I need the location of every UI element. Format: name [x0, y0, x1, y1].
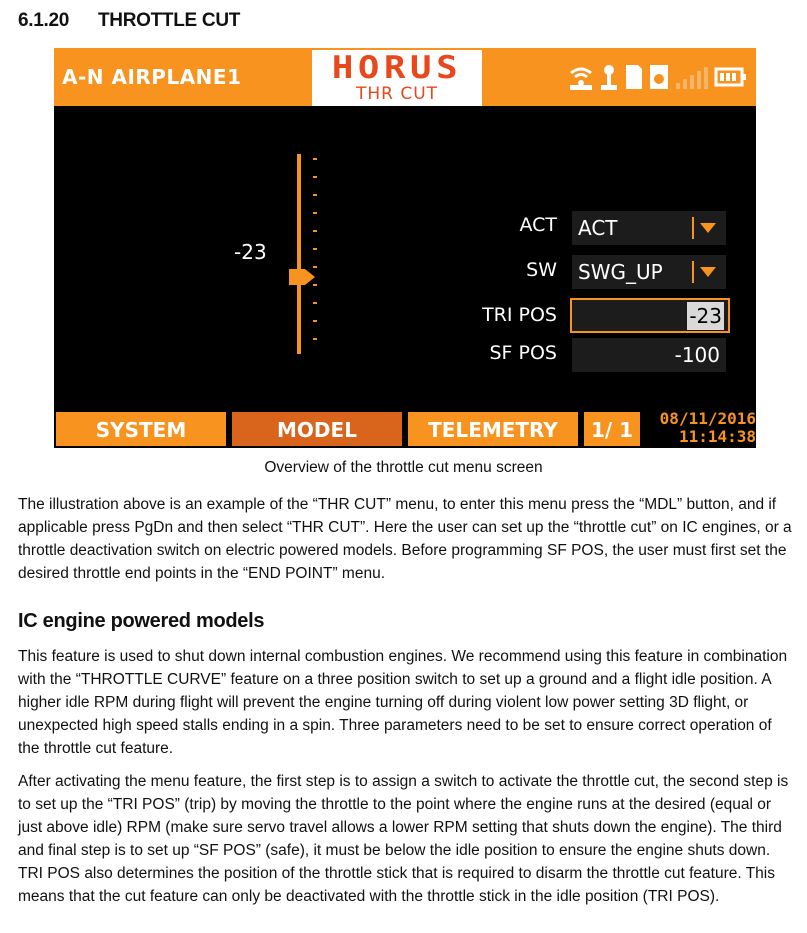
- logo-box: [312, 50, 482, 106]
- tripos-label: TRI POS: [482, 304, 557, 326]
- slider-tick: [313, 194, 317, 196]
- dropdown-arrow-icon: [692, 261, 718, 283]
- sfpos-field[interactable]: [572, 338, 726, 372]
- battery-icon: [714, 63, 748, 91]
- model-name: A-N AIRPLANE1: [62, 65, 242, 89]
- tab-model[interactable]: MODEL: [232, 412, 402, 446]
- tripos-value: -23: [689, 304, 722, 328]
- sw-dropdown[interactable]: [572, 255, 726, 289]
- signal-bars-icon: [674, 63, 710, 91]
- slider-track: [297, 154, 301, 354]
- radio-screen: [54, 48, 756, 448]
- slider-tick: [313, 212, 317, 214]
- tab-telemetry[interactable]: TELEMETRY: [408, 412, 578, 446]
- sfpos-value: -100: [674, 343, 720, 367]
- storage-icon: [648, 63, 670, 91]
- slider-tick: [313, 338, 317, 340]
- antenna-icon: [598, 63, 620, 91]
- ic-heading: IC engine powered models: [18, 610, 265, 632]
- act-label: ACT: [519, 214, 557, 236]
- tripos-field[interactable]: [570, 298, 730, 333]
- throttle-slider[interactable]: [297, 154, 317, 354]
- slider-tick: [313, 158, 317, 160]
- slider-handle[interactable]: [289, 269, 315, 285]
- ic-paragraph-2: After activating the menu feature, the first step is to assign a switch to activate the throttle cut, the second step is to set up the “TRI POS” (trip) by moving the throttle to the point where the engine runs at the desired (equal or just above idle) RPM (make sure servo travel allows a lower RPM setting that shuts down the engine). The third and final step is to set up “SF POS” (safe), it must be below the idle position to ensure the engine shuts down. TRI POS also determines the position of the throttle stick that is required to disarm the throttle cut feature. This means that the cut feature can only be deactivated with the throttle stick in the idle position (TRI POS).: [18, 773, 789, 905]
- bottom-bar: [54, 409, 756, 448]
- tab-system[interactable]: SYSTEM: [56, 412, 226, 446]
- sw-label: SW: [526, 259, 557, 281]
- wifi-icon: [568, 63, 594, 91]
- time: 11:14:38: [678, 427, 756, 446]
- slider-tick: [313, 248, 317, 250]
- figure-caption: Overview of the throttle cut menu screen: [264, 459, 543, 476]
- slider-tick: [313, 266, 317, 268]
- top-bar: [54, 48, 756, 106]
- menu-title: THR CUT: [355, 84, 439, 104]
- slider-tick: [313, 302, 317, 304]
- horus-logo: HORUS: [331, 50, 463, 86]
- datetime: [650, 410, 756, 446]
- act-value: ACT: [578, 216, 618, 240]
- section-title: THROTTLE CUT: [98, 10, 241, 31]
- section-number: 6.1.20: [18, 10, 70, 31]
- ic-paragraph-1: This feature is used to shut down internal combustion engines. We recommend using this feature in combination with the “THROTTLE CURVE” feature on a three position switch to set up a ground and a flight idle position. A higher idle RPM during flight will prevent the engine turning off during violent low power setting 3D flight, or unexpected high speed stalls ending in a spin. Three parameters need to be set to ensure correct operation of the throttle cut feature.: [18, 648, 788, 757]
- sw-value: SWG_UP: [578, 260, 663, 284]
- section-heading: [18, 10, 240, 32]
- page-indicator[interactable]: 1/ 1: [584, 412, 640, 446]
- date: 08/11/2016: [659, 409, 756, 428]
- slider-tick: [313, 176, 317, 178]
- sd-card-icon: [624, 63, 644, 91]
- slider-value: -23: [234, 240, 267, 264]
- intro-paragraph: The illustration above is an example of the “THR CUT” menu, to enter this menu press the “MDL” button, and if applicable press PgDn and then select “THR CUT”. Here the user can set up the “throttle cut” on IC engines, or a throttle deactivation switch on electric powered models. Before programming SF POS, the user must first set the desired throttle end points in the “END POINT” menu.: [18, 496, 792, 582]
- dropdown-arrow-icon: [692, 217, 718, 239]
- slider-tick: [313, 320, 317, 322]
- sfpos-label: SF POS: [489, 342, 557, 364]
- slider-tick: [313, 230, 317, 232]
- act-dropdown[interactable]: [572, 211, 726, 245]
